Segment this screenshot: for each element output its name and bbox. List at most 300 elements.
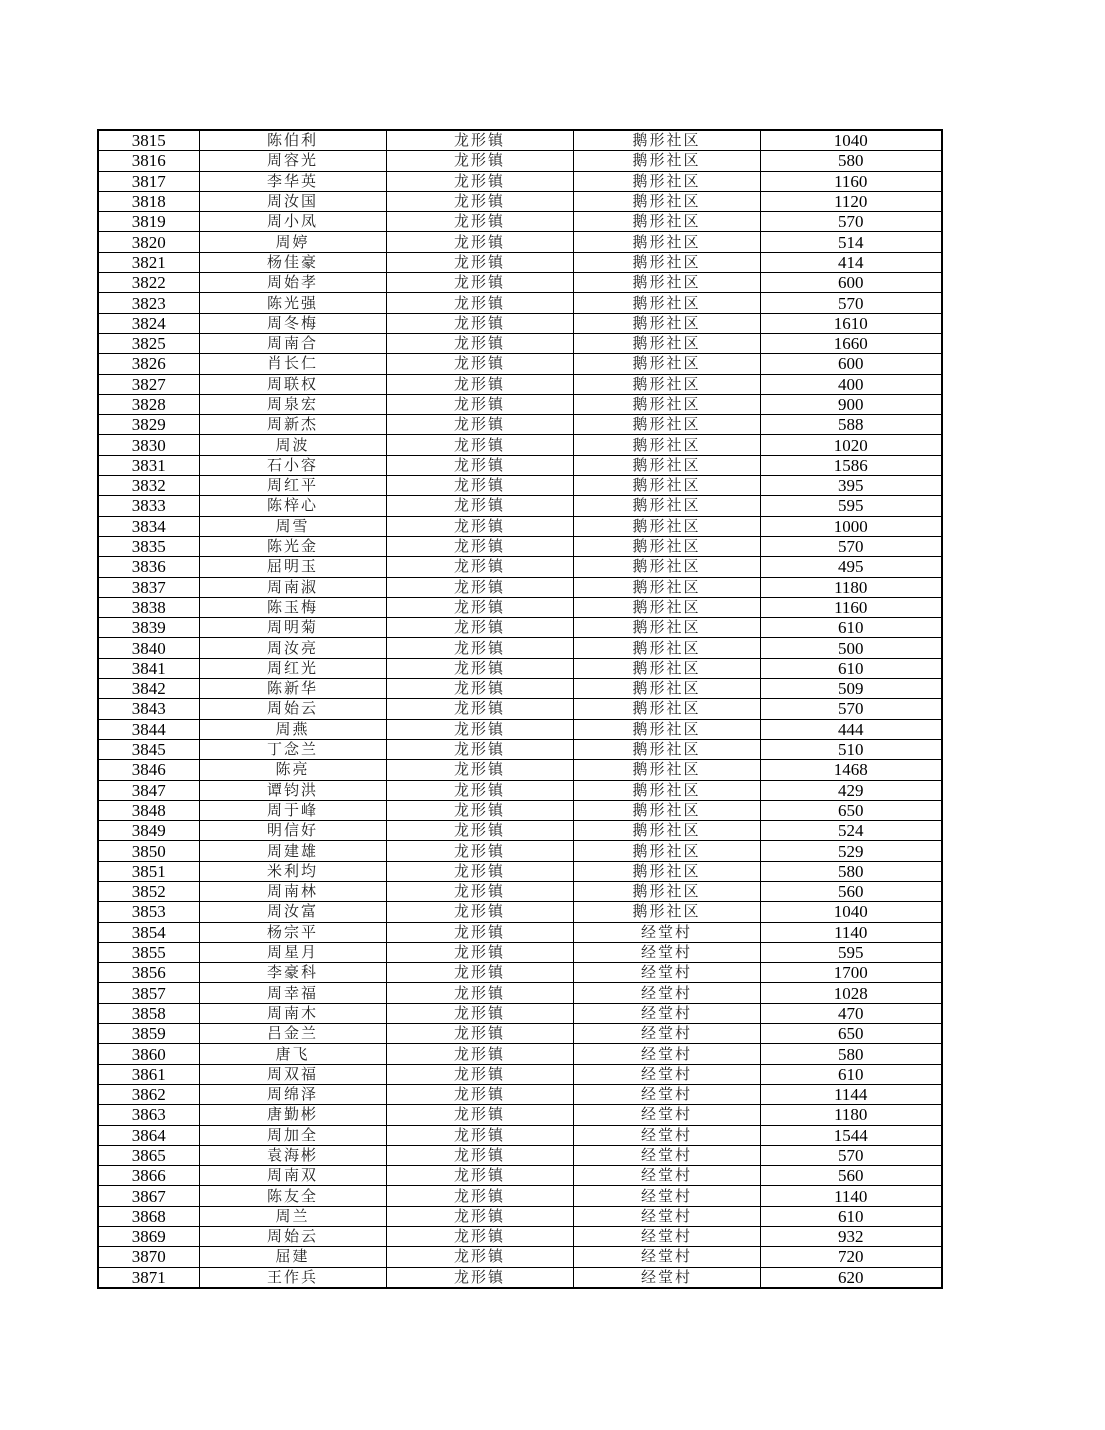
name-cell: 丁念兰	[199, 739, 386, 759]
amount-cell: 570	[760, 293, 942, 313]
town-cell: 龙形镇	[386, 557, 573, 577]
amount-cell: 414	[760, 252, 942, 272]
amount-cell: 720	[760, 1247, 942, 1267]
name-cell: 周雪	[199, 516, 386, 536]
table-row	[98, 739, 942, 759]
row-number-cell: 3855	[98, 942, 199, 962]
town-cell: 龙形镇	[386, 212, 573, 232]
community-cell: 经堂村	[573, 963, 760, 983]
amount-cell: 1700	[760, 963, 942, 983]
row-number-cell: 3837	[98, 577, 199, 597]
table-row	[98, 252, 942, 272]
name-cell: 周南淑	[199, 577, 386, 597]
town-cell: 龙形镇	[386, 435, 573, 455]
amount-cell: 510	[760, 739, 942, 759]
name-cell: 周汝亮	[199, 638, 386, 658]
amount-cell: 1180	[760, 577, 942, 597]
town-cell: 龙形镇	[386, 232, 573, 252]
amount-cell: 570	[760, 212, 942, 232]
community-cell: 鹅形社区	[573, 618, 760, 638]
community-cell: 鹅形社区	[573, 760, 760, 780]
name-cell: 周南林	[199, 881, 386, 901]
table-row	[98, 212, 942, 232]
name-cell: 周小凤	[199, 212, 386, 232]
amount-cell: 1610	[760, 313, 942, 333]
row-number-cell: 3848	[98, 800, 199, 820]
row-number-cell: 3847	[98, 780, 199, 800]
table-row	[98, 354, 942, 374]
table-row	[98, 536, 942, 556]
name-cell: 唐勤彬	[199, 1105, 386, 1125]
row-number-cell: 3854	[98, 922, 199, 942]
row-number-cell: 3868	[98, 1206, 199, 1226]
amount-cell: 650	[760, 800, 942, 820]
community-cell: 经堂村	[573, 1024, 760, 1044]
community-cell: 鹅形社区	[573, 557, 760, 577]
community-cell: 经堂村	[573, 1145, 760, 1165]
row-number-cell: 3846	[98, 760, 199, 780]
town-cell: 龙形镇	[386, 780, 573, 800]
community-cell: 经堂村	[573, 1247, 760, 1267]
community-cell: 鹅形社区	[573, 699, 760, 719]
amount-cell: 595	[760, 942, 942, 962]
town-cell: 龙形镇	[386, 273, 573, 293]
name-cell: 唐飞	[199, 1044, 386, 1064]
amount-cell: 1040	[760, 902, 942, 922]
name-cell: 周波	[199, 435, 386, 455]
name-cell: 周兰	[199, 1206, 386, 1226]
amount-cell: 610	[760, 1064, 942, 1084]
community-cell: 鹅形社区	[573, 273, 760, 293]
amount-cell: 400	[760, 374, 942, 394]
row-number-cell: 3824	[98, 313, 199, 333]
name-cell: 周联权	[199, 374, 386, 394]
community-cell: 经堂村	[573, 983, 760, 1003]
community-cell: 鹅形社区	[573, 171, 760, 191]
row-number-cell: 3869	[98, 1227, 199, 1247]
table-row	[98, 800, 942, 820]
row-number-cell: 3851	[98, 861, 199, 881]
table-row	[98, 638, 942, 658]
community-cell: 鹅形社区	[573, 902, 760, 922]
name-cell: 周南木	[199, 1003, 386, 1023]
town-cell: 龙形镇	[386, 902, 573, 922]
name-cell: 周始孝	[199, 273, 386, 293]
table-body	[98, 130, 942, 1288]
town-cell: 龙形镇	[386, 1084, 573, 1104]
row-number-cell: 3815	[98, 130, 199, 151]
town-cell: 龙形镇	[386, 577, 573, 597]
community-cell: 鹅形社区	[573, 821, 760, 841]
name-cell: 周红平	[199, 476, 386, 496]
name-cell: 陈新华	[199, 679, 386, 699]
row-number-cell: 3819	[98, 212, 199, 232]
table-row	[98, 1044, 942, 1064]
amount-cell: 1020	[760, 435, 942, 455]
table-row	[98, 1247, 942, 1267]
table-row	[98, 1003, 942, 1023]
name-cell: 吕金兰	[199, 1024, 386, 1044]
data-table	[97, 129, 943, 1289]
table-row	[98, 922, 942, 942]
community-cell: 经堂村	[573, 1064, 760, 1084]
community-cell: 鹅形社区	[573, 191, 760, 211]
table-row	[98, 1227, 942, 1247]
name-cell: 李华英	[199, 171, 386, 191]
town-cell: 龙形镇	[386, 415, 573, 435]
table-row	[98, 455, 942, 475]
table-row	[98, 1166, 942, 1186]
amount-cell: 524	[760, 821, 942, 841]
amount-cell: 495	[760, 557, 942, 577]
table-row	[98, 658, 942, 678]
community-cell: 经堂村	[573, 1227, 760, 1247]
table-row	[98, 760, 942, 780]
amount-cell: 1040	[760, 130, 942, 151]
town-cell: 龙形镇	[386, 1267, 573, 1288]
community-cell: 鹅形社区	[573, 313, 760, 333]
town-cell: 龙形镇	[386, 1145, 573, 1165]
community-cell: 经堂村	[573, 922, 760, 942]
name-cell: 肖长仁	[199, 354, 386, 374]
row-number-cell: 3835	[98, 536, 199, 556]
amount-cell: 560	[760, 1166, 942, 1186]
table-row	[98, 780, 942, 800]
community-cell: 鹅形社区	[573, 354, 760, 374]
amount-cell: 395	[760, 476, 942, 496]
row-number-cell: 3826	[98, 354, 199, 374]
name-cell: 袁海彬	[199, 1145, 386, 1165]
amount-cell: 570	[760, 699, 942, 719]
name-cell: 周婷	[199, 232, 386, 252]
amount-cell: 600	[760, 273, 942, 293]
town-cell: 龙形镇	[386, 1166, 573, 1186]
table-row	[98, 435, 942, 455]
town-cell: 龙形镇	[386, 1003, 573, 1023]
community-cell: 经堂村	[573, 1105, 760, 1125]
name-cell: 周双福	[199, 1064, 386, 1084]
community-cell: 鹅形社区	[573, 536, 760, 556]
amount-cell: 620	[760, 1267, 942, 1288]
town-cell: 龙形镇	[386, 699, 573, 719]
amount-cell: 580	[760, 1044, 942, 1064]
community-cell: 鹅形社区	[573, 130, 760, 151]
table-row	[98, 821, 942, 841]
town-cell: 龙形镇	[386, 861, 573, 881]
town-cell: 龙形镇	[386, 516, 573, 536]
row-number-cell: 3866	[98, 1166, 199, 1186]
row-number-cell: 3850	[98, 841, 199, 861]
amount-cell: 610	[760, 1206, 942, 1226]
town-cell: 龙形镇	[386, 1247, 573, 1267]
table-row	[98, 841, 942, 861]
amount-cell: 560	[760, 881, 942, 901]
amount-cell: 444	[760, 719, 942, 739]
row-number-cell: 3861	[98, 1064, 199, 1084]
table-row	[98, 577, 942, 597]
row-number-cell: 3870	[98, 1247, 199, 1267]
row-number-cell: 3864	[98, 1125, 199, 1145]
town-cell: 龙形镇	[386, 1206, 573, 1226]
town-cell: 龙形镇	[386, 942, 573, 962]
amount-cell: 1000	[760, 516, 942, 536]
name-cell: 周于峰	[199, 800, 386, 820]
town-cell: 龙形镇	[386, 760, 573, 780]
row-number-cell: 3827	[98, 374, 199, 394]
community-cell: 鹅形社区	[573, 252, 760, 272]
town-cell: 龙形镇	[386, 1044, 573, 1064]
row-number-cell: 3871	[98, 1267, 199, 1288]
town-cell: 龙形镇	[386, 922, 573, 942]
name-cell: 周星月	[199, 942, 386, 962]
town-cell: 龙形镇	[386, 1105, 573, 1125]
name-cell: 周汝国	[199, 191, 386, 211]
town-cell: 龙形镇	[386, 618, 573, 638]
town-cell: 龙形镇	[386, 293, 573, 313]
row-number-cell: 3822	[98, 273, 199, 293]
amount-cell: 570	[760, 536, 942, 556]
amount-cell: 580	[760, 861, 942, 881]
row-number-cell: 3832	[98, 476, 199, 496]
town-cell: 龙形镇	[386, 130, 573, 151]
community-cell: 经堂村	[573, 1003, 760, 1023]
name-cell: 明信好	[199, 821, 386, 841]
row-number-cell: 3840	[98, 638, 199, 658]
town-cell: 龙形镇	[386, 719, 573, 739]
town-cell: 龙形镇	[386, 171, 573, 191]
amount-cell: 1660	[760, 333, 942, 353]
name-cell: 周加全	[199, 1125, 386, 1145]
name-cell: 王作兵	[199, 1267, 386, 1288]
community-cell: 鹅形社区	[573, 679, 760, 699]
town-cell: 龙形镇	[386, 151, 573, 171]
town-cell: 龙形镇	[386, 333, 573, 353]
row-number-cell: 3859	[98, 1024, 199, 1044]
row-number-cell: 3844	[98, 719, 199, 739]
community-cell: 鹅形社区	[573, 415, 760, 435]
table-row	[98, 374, 942, 394]
town-cell: 龙形镇	[386, 536, 573, 556]
community-cell: 鹅形社区	[573, 881, 760, 901]
amount-cell: 610	[760, 658, 942, 678]
row-number-cell: 3829	[98, 415, 199, 435]
name-cell: 周汝富	[199, 902, 386, 922]
town-cell: 龙形镇	[386, 394, 573, 414]
amount-cell: 580	[760, 151, 942, 171]
table-row	[98, 861, 942, 881]
data-table-container	[97, 129, 943, 1289]
amount-cell: 600	[760, 354, 942, 374]
row-number-cell: 3849	[98, 821, 199, 841]
table-row	[98, 963, 942, 983]
town-cell: 龙形镇	[386, 476, 573, 496]
community-cell: 鹅形社区	[573, 597, 760, 617]
table-row	[98, 232, 942, 252]
amount-cell: 900	[760, 394, 942, 414]
town-cell: 龙形镇	[386, 1024, 573, 1044]
name-cell: 陈伯利	[199, 130, 386, 151]
row-number-cell: 3843	[98, 699, 199, 719]
town-cell: 龙形镇	[386, 983, 573, 1003]
name-cell: 周明菊	[199, 618, 386, 638]
row-number-cell: 3830	[98, 435, 199, 455]
row-number-cell: 3858	[98, 1003, 199, 1023]
row-number-cell: 3820	[98, 232, 199, 252]
amount-cell: 595	[760, 496, 942, 516]
amount-cell: 610	[760, 618, 942, 638]
name-cell: 陈光金	[199, 536, 386, 556]
table-row	[98, 983, 942, 1003]
row-number-cell: 3833	[98, 496, 199, 516]
name-cell: 陈玉梅	[199, 597, 386, 617]
amount-cell: 514	[760, 232, 942, 252]
row-number-cell: 3867	[98, 1186, 199, 1206]
name-cell: 周南双	[199, 1166, 386, 1186]
town-cell: 龙形镇	[386, 1186, 573, 1206]
community-cell: 鹅形社区	[573, 476, 760, 496]
table-row	[98, 1084, 942, 1104]
row-number-cell: 3862	[98, 1084, 199, 1104]
amount-cell: 1586	[760, 455, 942, 475]
amount-cell: 1120	[760, 191, 942, 211]
row-number-cell: 3860	[98, 1044, 199, 1064]
name-cell: 周幸福	[199, 983, 386, 1003]
community-cell: 鹅形社区	[573, 232, 760, 252]
community-cell: 鹅形社区	[573, 638, 760, 658]
table-row	[98, 1186, 942, 1206]
community-cell: 鹅形社区	[573, 496, 760, 516]
community-cell: 鹅形社区	[573, 861, 760, 881]
community-cell: 鹅形社区	[573, 800, 760, 820]
community-cell: 鹅形社区	[573, 435, 760, 455]
name-cell: 周冬梅	[199, 313, 386, 333]
name-cell: 米利均	[199, 861, 386, 881]
name-cell: 周泉宏	[199, 394, 386, 414]
table-row	[98, 557, 942, 577]
town-cell: 龙形镇	[386, 354, 573, 374]
community-cell: 鹅形社区	[573, 374, 760, 394]
amount-cell: 1140	[760, 922, 942, 942]
town-cell: 龙形镇	[386, 800, 573, 820]
table-row	[98, 618, 942, 638]
row-number-cell: 3863	[98, 1105, 199, 1125]
community-cell: 鹅形社区	[573, 394, 760, 414]
name-cell: 屈明玉	[199, 557, 386, 577]
table-row	[98, 1267, 942, 1288]
town-cell: 龙形镇	[386, 658, 573, 678]
amount-cell: 588	[760, 415, 942, 435]
name-cell: 谭钧洪	[199, 780, 386, 800]
table-row	[98, 191, 942, 211]
community-cell: 鹅形社区	[573, 719, 760, 739]
community-cell: 鹅形社区	[573, 577, 760, 597]
table-row	[98, 496, 942, 516]
community-cell: 经堂村	[573, 942, 760, 962]
town-cell: 龙形镇	[386, 963, 573, 983]
row-number-cell: 3856	[98, 963, 199, 983]
name-cell: 周燕	[199, 719, 386, 739]
row-number-cell: 3839	[98, 618, 199, 638]
table-row	[98, 881, 942, 901]
table-row	[98, 130, 942, 151]
amount-cell: 529	[760, 841, 942, 861]
amount-cell: 1140	[760, 1186, 942, 1206]
amount-cell: 1160	[760, 597, 942, 617]
row-number-cell: 3842	[98, 679, 199, 699]
community-cell: 经堂村	[573, 1044, 760, 1064]
community-cell: 鹅形社区	[573, 780, 760, 800]
row-number-cell: 3817	[98, 171, 199, 191]
town-cell: 龙形镇	[386, 1064, 573, 1084]
table-row	[98, 151, 942, 171]
name-cell: 石小容	[199, 455, 386, 475]
community-cell: 经堂村	[573, 1206, 760, 1226]
table-row	[98, 719, 942, 739]
table-row	[98, 415, 942, 435]
row-number-cell: 3838	[98, 597, 199, 617]
row-number-cell: 3836	[98, 557, 199, 577]
town-cell: 龙形镇	[386, 597, 573, 617]
amount-cell: 429	[760, 780, 942, 800]
name-cell: 李豪科	[199, 963, 386, 983]
table-row	[98, 1206, 942, 1226]
table-row	[98, 1125, 942, 1145]
name-cell: 周绵泽	[199, 1084, 386, 1104]
row-number-cell: 3818	[98, 191, 199, 211]
table-row	[98, 313, 942, 333]
table-row	[98, 171, 942, 191]
community-cell: 经堂村	[573, 1166, 760, 1186]
community-cell: 鹅形社区	[573, 212, 760, 232]
amount-cell: 500	[760, 638, 942, 658]
town-cell: 龙形镇	[386, 1125, 573, 1145]
community-cell: 经堂村	[573, 1267, 760, 1288]
town-cell: 龙形镇	[386, 881, 573, 901]
table-row	[98, 1105, 942, 1125]
row-number-cell: 3853	[98, 902, 199, 922]
community-cell: 鹅形社区	[573, 333, 760, 353]
amount-cell: 1028	[760, 983, 942, 1003]
town-cell: 龙形镇	[386, 496, 573, 516]
row-number-cell: 3865	[98, 1145, 199, 1165]
community-cell: 鹅形社区	[573, 455, 760, 475]
community-cell: 鹅形社区	[573, 151, 760, 171]
row-number-cell: 3834	[98, 516, 199, 536]
amount-cell: 509	[760, 679, 942, 699]
row-number-cell: 3857	[98, 983, 199, 1003]
town-cell: 龙形镇	[386, 252, 573, 272]
name-cell: 周始云	[199, 699, 386, 719]
table-row	[98, 597, 942, 617]
amount-cell: 1144	[760, 1084, 942, 1104]
name-cell: 周建雄	[199, 841, 386, 861]
town-cell: 龙形镇	[386, 841, 573, 861]
community-cell: 鹅形社区	[573, 658, 760, 678]
table-row	[98, 1145, 942, 1165]
table-row	[98, 516, 942, 536]
community-cell: 经堂村	[573, 1186, 760, 1206]
town-cell: 龙形镇	[386, 821, 573, 841]
table-row	[98, 1024, 942, 1044]
town-cell: 龙形镇	[386, 1227, 573, 1247]
amount-cell: 1544	[760, 1125, 942, 1145]
amount-cell: 1160	[760, 171, 942, 191]
row-number-cell: 3821	[98, 252, 199, 272]
name-cell: 周始云	[199, 1227, 386, 1247]
town-cell: 龙形镇	[386, 679, 573, 699]
name-cell: 陈光强	[199, 293, 386, 313]
amount-cell: 650	[760, 1024, 942, 1044]
